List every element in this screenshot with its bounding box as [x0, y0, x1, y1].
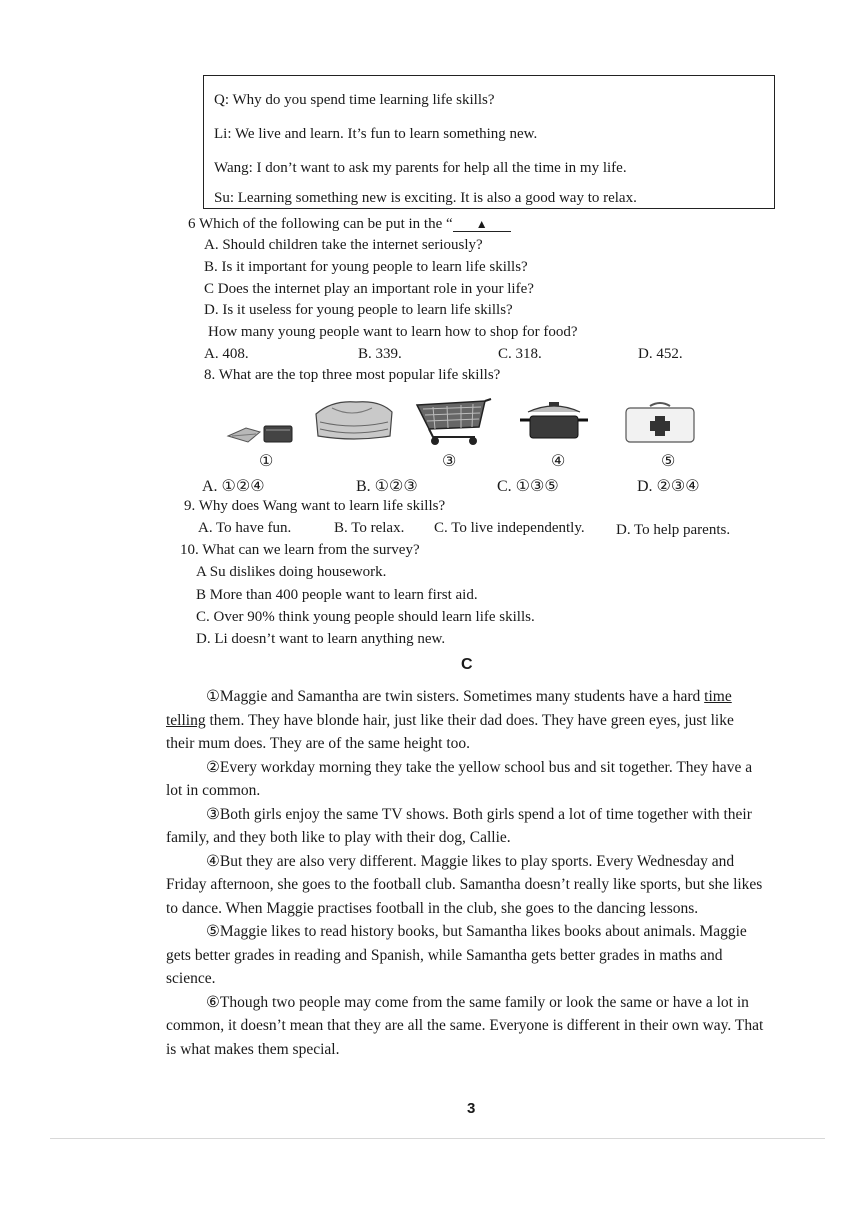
q8-option-b: B. ①②③: [356, 478, 418, 495]
folded-clothes-icon: [312, 396, 396, 442]
passage-c: [166, 685, 766, 1061]
interview-li: Li: We live and learn. It’s fun to learn something new.: [214, 126, 538, 142]
q10-stem: 10. What can we learn from the survey?: [180, 542, 420, 558]
page-edge: [50, 1138, 825, 1139]
q9-option-b: B. To relax.: [334, 520, 405, 536]
paragraph-5: ⑤Maggie likes to read history books, but Samantha likes books about animals. Maggie gets better grades in reading and Spanish, while Samantha gets better grades in maths and science.: [166, 923, 747, 987]
picture-label-3: ③: [442, 453, 457, 470]
q10-option-d: D. Li doesn’t want to learn anything new.: [196, 631, 446, 647]
q9-option-d: D. To help parents.: [616, 522, 731, 538]
q7-option-b: B. 339.: [358, 346, 402, 362]
section-heading: C: [461, 656, 473, 673]
q10-option-a: A Su dislikes doing housework.: [196, 564, 387, 580]
q8-option-a: A. ①②④: [202, 478, 265, 495]
q9-option-a: A. To have fun.: [198, 520, 292, 536]
q7-option-d: D. 452.: [638, 346, 683, 362]
q6-blank: ▲: [453, 217, 511, 232]
interview-question: Q: Why do you spend time learning life skills?: [214, 92, 495, 108]
broom-dustpan-icon: [226, 412, 298, 448]
q7-stem: How many young people want to learn how to shop for food?: [208, 324, 578, 340]
q7-option-c: C. 318.: [498, 346, 542, 362]
interview-wang: Wang: I don’t want to ask my parents for help all the time in my life.: [214, 160, 627, 176]
q6-option-b: B. Is it important for young people to learn life skills?: [204, 259, 528, 275]
underlined-phrase: time telling: [166, 688, 732, 729]
q6-stem: 6 Which of the following can be put in the “ ▲: [188, 216, 511, 233]
paragraph-3: ③Both girls enjoy the same TV shows. Both girls spend a lot of time together with their family, and they both like to play with their dog, Callie.: [166, 805, 752, 846]
paragraph-2: ②Every workday morning they take the yellow school bus and sit together. They have a lot in common.: [166, 758, 753, 799]
q6-option-c: C Does the internet play an important role in your life?: [204, 281, 534, 297]
q10-option-b: B More than 400 people want to learn first aid.: [196, 587, 478, 603]
q6-option-d: D. Is it useless for young people to learn life skills?: [204, 302, 513, 318]
picture-label-1: ①: [259, 453, 274, 470]
q9-option-c: C. To live independently.: [434, 520, 585, 536]
interview-box: [203, 75, 775, 209]
paragraph-1: ①Maggie and Samantha are twin sisters. Sometimes many students have a hard time telling them. They have blonde hair, just like their dad does. They have green eyes, just like their mum does. They are of the same height too.: [166, 688, 734, 752]
paragraph-6: ⑥Though two people may come from the same family or look the same or have a lot in common, it doesn’t mean that they are all the same. Everyone is different in their own way. That is what makes them special.: [166, 993, 764, 1058]
picture-label-4: ④: [551, 453, 566, 470]
picture-label-5: ⑤: [661, 453, 676, 470]
paragraph-4: ④But they are also very different. Maggie likes to play sports. Every Wednesday and Friday afternoon, she goes to the football club. Samantha doesn’t really like sports, but she likes to dance. When Maggie practises football in the club, she goes to the dancing lessons.: [166, 852, 763, 917]
q6-option-a: A. Should children take the internet seriously?: [204, 237, 483, 253]
first-aid-kit-icon: [620, 400, 700, 446]
q7-option-a: A. 408.: [204, 346, 249, 362]
shopping-cart-icon: [413, 397, 493, 447]
interview-su: Su: Learning something new is exciting. It is also a good way to relax.: [214, 190, 637, 206]
q8-stem: 8. What are the top three most popular life skills?: [204, 367, 501, 383]
q8-option-c: C. ①③⑤: [497, 478, 559, 495]
q10-option-c: C. Over 90% think young people should learn life skills.: [196, 609, 535, 625]
cooking-pot-icon: [518, 400, 590, 444]
page-number: 3: [467, 1100, 476, 1117]
q9-stem: 9. Why does Wang want to learn life skills?: [184, 498, 446, 514]
q8-option-d: D. ②③④: [637, 478, 700, 495]
